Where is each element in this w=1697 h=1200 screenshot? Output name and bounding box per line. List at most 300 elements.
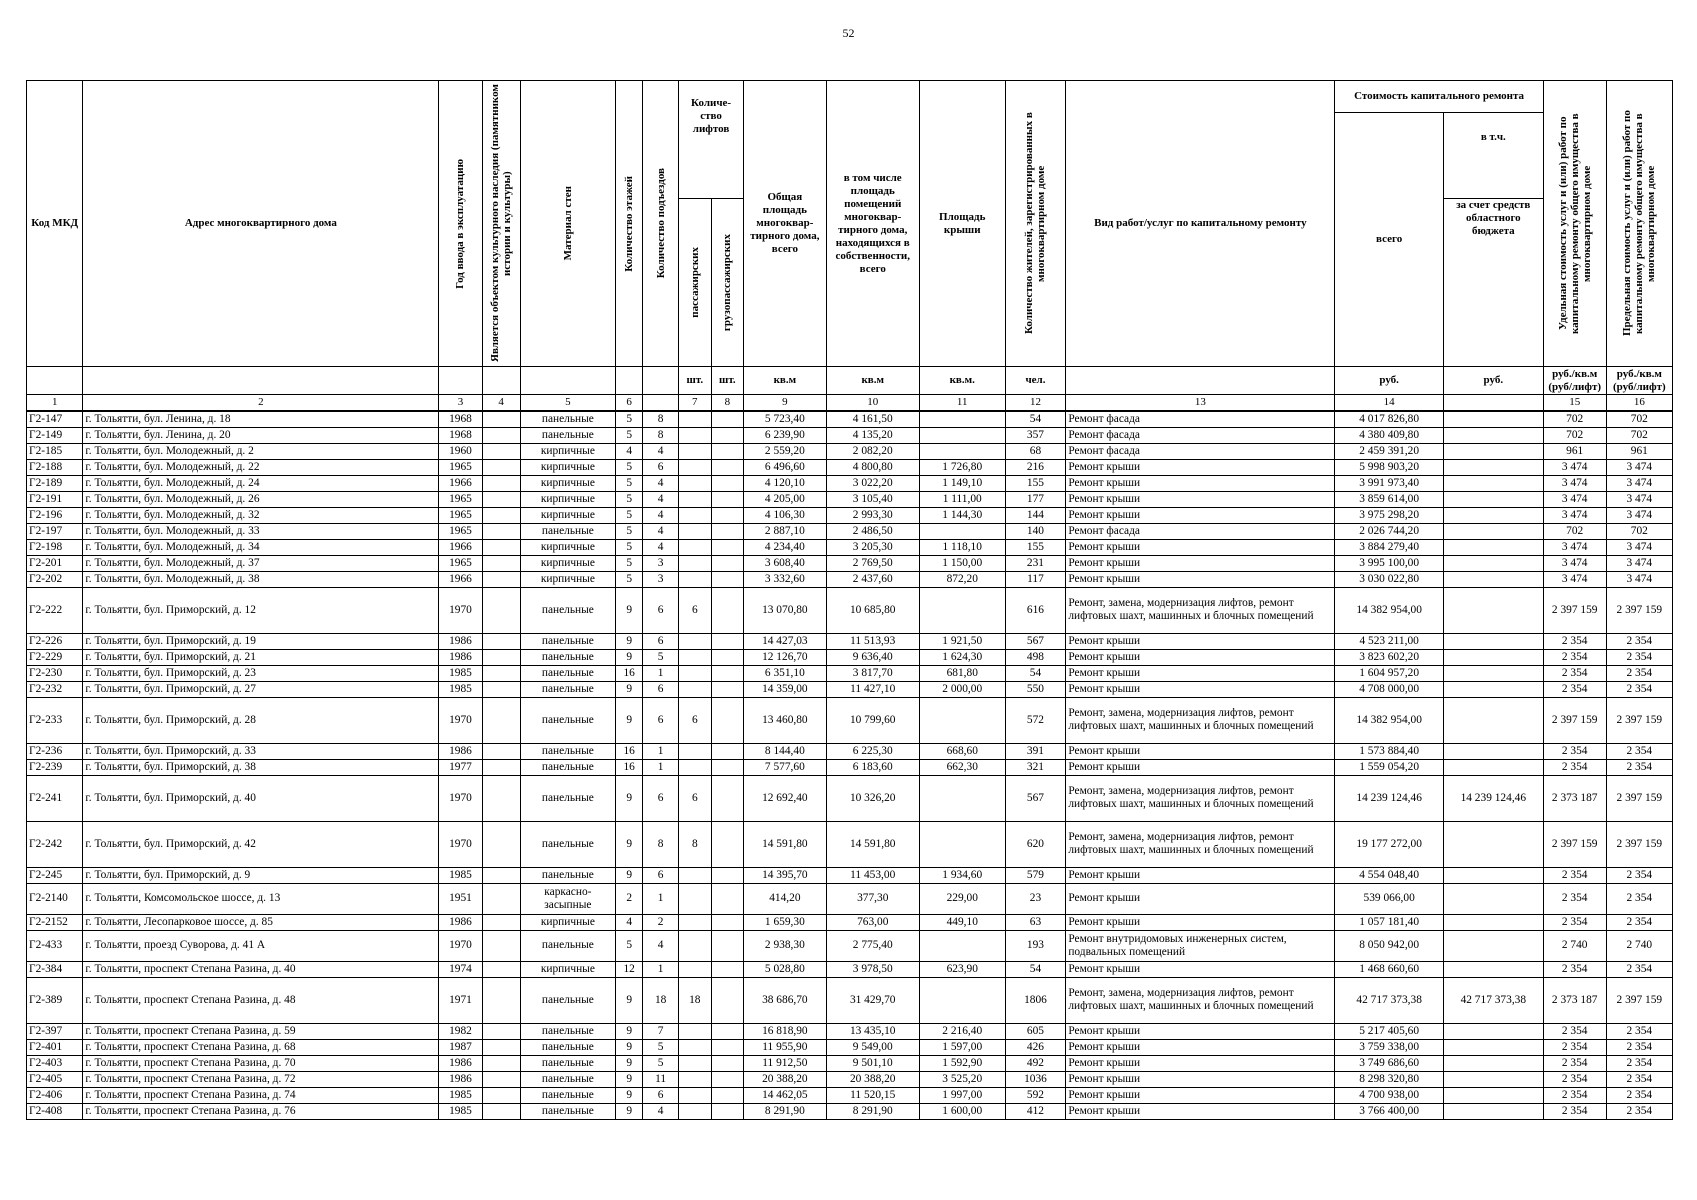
row-residents: 1036 — [1005, 1071, 1066, 1087]
row-code: Г2-389 — [27, 977, 83, 1023]
row-material: панельные — [520, 821, 615, 867]
row-cost-total: 1 573 884,40 — [1335, 743, 1444, 759]
row-cost-total: 539 066,00 — [1335, 883, 1444, 914]
row-heritage — [482, 977, 520, 1023]
row-owned-area: 3 978,50 — [826, 961, 919, 977]
row-lifts-freight — [711, 1039, 744, 1055]
unit-rub: руб. — [1443, 367, 1543, 395]
row-year: 1970 — [439, 775, 482, 821]
row-material: панельные — [520, 867, 615, 883]
row-cost-total: 3 884 279,40 — [1335, 539, 1444, 555]
row-total-area: 6 496,60 — [744, 459, 826, 475]
row-heritage — [482, 649, 520, 665]
row-owned-area: 10 799,60 — [826, 697, 919, 743]
column-number: 5 — [520, 395, 615, 412]
capital-repair-table — [26, 80, 1673, 1120]
unit-sqm: кв.м — [744, 367, 826, 395]
row-roof-area — [919, 775, 1005, 821]
row-work-type: Ремонт крыши — [1066, 571, 1335, 587]
row-address: г. Тольятти, Комсомольское шоссе, д. 13 — [83, 883, 439, 914]
header-cost-total: всего — [1335, 113, 1444, 367]
row-entrances: 5 — [643, 1055, 679, 1071]
row-address: г. Тольятти, бул. Молодежный, д. 38 — [83, 571, 439, 587]
row-entrances: 6 — [643, 681, 679, 697]
row-roof-area: 1 726,80 — [919, 459, 1005, 475]
row-lifts-passenger — [679, 1071, 712, 1087]
row-total-area: 2 559,20 — [744, 443, 826, 459]
row-lifts-passenger — [679, 743, 712, 759]
row-roof-area: 1 597,00 — [919, 1039, 1005, 1055]
row-owned-area: 4 161,50 — [826, 411, 919, 427]
row-residents: 54 — [1005, 961, 1066, 977]
row-work-type: Ремонт фасада — [1066, 411, 1335, 427]
row-lifts-passenger: 6 — [679, 697, 712, 743]
table-row — [27, 867, 1673, 883]
row-heritage — [482, 539, 520, 555]
header-max-cost: Предельная стоимость услуг и (или) работ по капитальному ремонту общего имущества в многоквартирном доме — [1621, 110, 1658, 337]
row-lifts-freight — [711, 665, 744, 681]
row-lifts-freight — [711, 961, 744, 977]
row-work-type: Ремонт фасада — [1066, 443, 1335, 459]
row-work-type: Ремонт крыши — [1066, 459, 1335, 475]
row-lifts-passenger — [679, 961, 712, 977]
row-heritage — [482, 427, 520, 443]
row-entrances: 8 — [643, 427, 679, 443]
row-code: Г2-226 — [27, 633, 83, 649]
row-lifts-passenger — [679, 1023, 712, 1039]
row-cost-regional — [1443, 930, 1543, 961]
row-work-type: Ремонт внутридомовых инженерных систем, подвальных помещений — [1066, 930, 1335, 961]
table-row — [27, 571, 1673, 587]
row-floors: 9 — [616, 1023, 643, 1039]
row-total-area: 2 938,30 — [744, 930, 826, 961]
row-heritage — [482, 961, 520, 977]
row-lifts-freight — [711, 1071, 744, 1087]
row-material: кирпичные — [520, 507, 615, 523]
table-row — [27, 1023, 1673, 1039]
header-lifts: Количе-ство лифтов — [679, 81, 744, 199]
row-year: 1986 — [439, 633, 482, 649]
row-material: кирпичные — [520, 539, 615, 555]
row-total-area: 16 818,90 — [744, 1023, 826, 1039]
row-address: г. Тольятти, бул. Приморский, д. 12 — [83, 587, 439, 633]
row-entrances: 3 — [643, 555, 679, 571]
page-number: 52 — [842, 26, 855, 40]
row-unit-cost: 702 — [1543, 523, 1606, 539]
row-max-cost: 2 397 159 — [1606, 977, 1672, 1023]
row-code: Г2-245 — [27, 867, 83, 883]
row-floors: 5 — [616, 523, 643, 539]
row-code: Г2-2152 — [27, 914, 83, 930]
row-residents: 412 — [1005, 1103, 1066, 1119]
row-address: г. Тольятти, бул. Молодежный, д. 24 — [83, 475, 439, 491]
row-year: 1986 — [439, 743, 482, 759]
row-year: 1966 — [439, 539, 482, 555]
row-residents: 23 — [1005, 883, 1066, 914]
row-material: панельные — [520, 587, 615, 633]
row-heritage — [482, 1055, 520, 1071]
row-code: Г2-147 — [27, 411, 83, 427]
row-year: 1986 — [439, 1055, 482, 1071]
row-heritage — [482, 883, 520, 914]
row-total-area: 2 887,10 — [744, 523, 826, 539]
row-total-area: 7 577,60 — [744, 759, 826, 775]
row-cost-regional — [1443, 443, 1543, 459]
row-code: Г2-233 — [27, 697, 83, 743]
row-lifts-freight — [711, 775, 744, 821]
row-cost-total: 3 995 100,00 — [1335, 555, 1444, 571]
row-residents: 616 — [1005, 587, 1066, 633]
row-lifts-passenger — [679, 539, 712, 555]
row-code: Г2-229 — [27, 649, 83, 665]
row-floors: 9 — [616, 1103, 643, 1119]
row-code: Г2-198 — [27, 539, 83, 555]
row-cost-regional — [1443, 587, 1543, 633]
row-roof-area — [919, 523, 1005, 539]
row-work-type: Ремонт крыши — [1066, 681, 1335, 697]
row-total-area: 3 608,40 — [744, 555, 826, 571]
row-address: г. Тольятти, бул. Приморский, д. 42 — [83, 821, 439, 867]
row-owned-area: 3 205,30 — [826, 539, 919, 555]
row-entrances: 7 — [643, 1023, 679, 1039]
row-total-area: 414,20 — [744, 883, 826, 914]
row-unit-cost: 2 397 159 — [1543, 587, 1606, 633]
row-code: Г2-406 — [27, 1087, 83, 1103]
row-year: 1960 — [439, 443, 482, 459]
row-lifts-freight — [711, 883, 744, 914]
row-owned-area: 9 549,00 — [826, 1039, 919, 1055]
row-work-type: Ремонт, замена, модернизация лифтов, ремонт лифтовых шахт, машинных и блочных помещений — [1066, 775, 1335, 821]
row-code: Г2-230 — [27, 665, 83, 681]
row-owned-area: 10 326,20 — [826, 775, 919, 821]
row-lifts-freight — [711, 759, 744, 775]
row-cost-regional — [1443, 1039, 1543, 1055]
row-address: г. Тольятти, бул. Приморский, д. 23 — [83, 665, 439, 681]
row-roof-area — [919, 697, 1005, 743]
row-cost-regional — [1443, 649, 1543, 665]
row-cost-regional — [1443, 475, 1543, 491]
row-max-cost: 3 474 — [1606, 507, 1672, 523]
row-address: г. Тольятти, проспект Степана Разина, д. 68 — [83, 1039, 439, 1055]
row-residents: 63 — [1005, 914, 1066, 930]
row-unit-cost: 2 740 — [1543, 930, 1606, 961]
row-lifts-passenger — [679, 523, 712, 539]
row-material: панельные — [520, 775, 615, 821]
row-residents: 605 — [1005, 1023, 1066, 1039]
row-total-area: 1 659,30 — [744, 914, 826, 930]
row-entrances: 8 — [643, 821, 679, 867]
row-entrances: 4 — [643, 523, 679, 539]
row-lifts-freight — [711, 821, 744, 867]
row-entrances: 5 — [643, 649, 679, 665]
row-code: Г2-149 — [27, 427, 83, 443]
row-cost-regional — [1443, 665, 1543, 681]
row-residents: 193 — [1005, 930, 1066, 961]
row-code: Г2-185 — [27, 443, 83, 459]
row-lifts-freight — [711, 1087, 744, 1103]
row-max-cost: 2 397 159 — [1606, 587, 1672, 633]
row-work-type: Ремонт крыши — [1066, 555, 1335, 571]
row-lifts-freight — [711, 977, 744, 1023]
row-max-cost: 3 474 — [1606, 475, 1672, 491]
row-unit-cost: 3 474 — [1543, 507, 1606, 523]
row-heritage — [482, 681, 520, 697]
row-lifts-passenger — [679, 1103, 712, 1119]
table-row — [27, 1055, 1673, 1071]
row-heritage — [482, 1071, 520, 1087]
row-residents: 1806 — [1005, 977, 1066, 1023]
row-cost-total: 3 859 614,00 — [1335, 491, 1444, 507]
row-cost-regional — [1443, 1023, 1543, 1039]
row-total-area: 5 723,40 — [744, 411, 826, 427]
row-residents: 54 — [1005, 665, 1066, 681]
row-floors: 9 — [616, 649, 643, 665]
row-cost-regional — [1443, 914, 1543, 930]
unit-rub: руб. — [1335, 367, 1444, 395]
row-roof-area: 1 921,50 — [919, 633, 1005, 649]
row-year: 1966 — [439, 475, 482, 491]
row-total-area: 14 359,00 — [744, 681, 826, 697]
row-floors: 2 — [616, 883, 643, 914]
row-year: 1986 — [439, 914, 482, 930]
row-roof-area: 1 934,60 — [919, 867, 1005, 883]
row-year: 1965 — [439, 459, 482, 475]
row-residents: 567 — [1005, 633, 1066, 649]
row-lifts-freight — [711, 633, 744, 649]
column-number: 8 — [711, 395, 744, 412]
row-cost-regional — [1443, 571, 1543, 587]
row-address: г. Тольятти, бул. Приморский, д. 27 — [83, 681, 439, 697]
row-max-cost: 2 354 — [1606, 1055, 1672, 1071]
row-residents: 155 — [1005, 475, 1066, 491]
row-year: 1985 — [439, 1103, 482, 1119]
row-owned-area: 6 225,30 — [826, 743, 919, 759]
row-year: 1985 — [439, 1087, 482, 1103]
row-lifts-freight — [711, 491, 744, 507]
table-row — [27, 539, 1673, 555]
row-cost-total: 8 298 320,80 — [1335, 1071, 1444, 1087]
row-code: Г2-196 — [27, 507, 83, 523]
row-cost-total: 5 217 405,60 — [1335, 1023, 1444, 1039]
row-entrances: 4 — [643, 539, 679, 555]
row-unit-cost: 2 373 187 — [1543, 775, 1606, 821]
table-row — [27, 427, 1673, 443]
row-heritage — [482, 587, 520, 633]
row-address: г. Тольятти, бул. Молодежный, д. 32 — [83, 507, 439, 523]
row-cost-total: 3 030 022,80 — [1335, 571, 1444, 587]
row-total-area: 20 388,20 — [744, 1071, 826, 1087]
table-row — [27, 633, 1673, 649]
row-material: панельные — [520, 523, 615, 539]
table-row — [27, 459, 1673, 475]
row-owned-area: 11 513,93 — [826, 633, 919, 649]
row-year: 1986 — [439, 1071, 482, 1087]
row-lifts-passenger — [679, 1039, 712, 1055]
row-max-cost: 2 354 — [1606, 665, 1672, 681]
row-work-type: Ремонт крыши — [1066, 1023, 1335, 1039]
row-unit-cost: 2 354 — [1543, 1103, 1606, 1119]
row-cost-total: 4 017 826,80 — [1335, 411, 1444, 427]
row-roof-area: 1 150,00 — [919, 555, 1005, 571]
row-material: панельные — [520, 759, 615, 775]
row-owned-area: 31 429,70 — [826, 977, 919, 1023]
row-owned-area: 377,30 — [826, 883, 919, 914]
row-unit-cost: 961 — [1543, 443, 1606, 459]
row-floors: 9 — [616, 1087, 643, 1103]
row-cost-total: 19 177 272,00 — [1335, 821, 1444, 867]
row-heritage — [482, 491, 520, 507]
row-unit-cost: 2 354 — [1543, 1087, 1606, 1103]
row-cost-total: 1 468 660,60 — [1335, 961, 1444, 977]
row-lifts-passenger — [679, 491, 712, 507]
row-work-type: Ремонт крыши — [1066, 1087, 1335, 1103]
row-floors: 9 — [616, 977, 643, 1023]
row-residents: 144 — [1005, 507, 1066, 523]
row-cost-total: 2 026 744,20 — [1335, 523, 1444, 539]
row-address: г. Тольятти, бул. Молодежный, д. 2 — [83, 443, 439, 459]
row-address: г. Тольятти, бул. Молодежный, д. 26 — [83, 491, 439, 507]
row-cost-regional — [1443, 681, 1543, 697]
row-residents: 620 — [1005, 821, 1066, 867]
row-residents: 321 — [1005, 759, 1066, 775]
row-floors: 9 — [616, 633, 643, 649]
table-row — [27, 491, 1673, 507]
row-lifts-passenger: 6 — [679, 775, 712, 821]
row-work-type: Ремонт крыши — [1066, 867, 1335, 883]
row-work-type: Ремонт крыши — [1066, 539, 1335, 555]
row-work-type: Ремонт крыши — [1066, 1103, 1335, 1119]
row-owned-area: 11 520,15 — [826, 1087, 919, 1103]
row-cost-total: 14 239 124,46 — [1335, 775, 1444, 821]
row-owned-area: 2 769,50 — [826, 555, 919, 571]
row-total-area: 14 462,05 — [744, 1087, 826, 1103]
row-unit-cost: 2 354 — [1543, 1039, 1606, 1055]
row-floors: 5 — [616, 491, 643, 507]
row-max-cost: 2 397 159 — [1606, 697, 1672, 743]
row-heritage — [482, 443, 520, 459]
row-heritage — [482, 459, 520, 475]
header-lifts-passenger: пассажирских — [688, 247, 701, 318]
row-cost-total: 4 380 409,80 — [1335, 427, 1444, 443]
row-cost-total: 8 050 942,00 — [1335, 930, 1444, 961]
row-material: кирпичные — [520, 914, 615, 930]
row-residents: 498 — [1005, 649, 1066, 665]
row-floors: 4 — [616, 443, 643, 459]
column-number: 9 — [744, 395, 826, 412]
row-address: г. Тольятти, проспект Степана Разина, д. 70 — [83, 1055, 439, 1071]
row-entrances: 8 — [643, 411, 679, 427]
row-owned-area: 13 435,10 — [826, 1023, 919, 1039]
column-number: 10 — [826, 395, 919, 412]
row-address: г. Тольятти, бул. Ленина, д. 20 — [83, 427, 439, 443]
row-code: Г2-232 — [27, 681, 83, 697]
row-max-cost: 2 354 — [1606, 681, 1672, 697]
row-lifts-freight — [711, 867, 744, 883]
row-owned-area: 10 685,80 — [826, 587, 919, 633]
row-entrances: 6 — [643, 867, 679, 883]
row-residents: 391 — [1005, 743, 1066, 759]
row-max-cost: 2 354 — [1606, 649, 1672, 665]
row-code: Г2-197 — [27, 523, 83, 539]
table-row — [27, 443, 1673, 459]
row-floors: 9 — [616, 587, 643, 633]
row-residents: 177 — [1005, 491, 1066, 507]
row-floors: 16 — [616, 743, 643, 759]
row-lifts-freight — [711, 475, 744, 491]
row-cost-total: 14 382 954,00 — [1335, 587, 1444, 633]
row-cost-regional — [1443, 491, 1543, 507]
row-floors: 9 — [616, 1039, 643, 1055]
row-residents: 492 — [1005, 1055, 1066, 1071]
row-owned-area: 2 775,40 — [826, 930, 919, 961]
row-max-cost: 2 354 — [1606, 961, 1672, 977]
column-number: 12 — [1005, 395, 1066, 412]
row-work-type: Ремонт крыши — [1066, 649, 1335, 665]
table-row — [27, 475, 1673, 491]
row-max-cost: 3 474 — [1606, 555, 1672, 571]
header-address: Адрес многоквартирного дома — [83, 81, 439, 367]
row-cost-total: 4 708 000,00 — [1335, 681, 1444, 697]
row-cost-total: 42 717 373,38 — [1335, 977, 1444, 1023]
row-unit-cost: 702 — [1543, 427, 1606, 443]
header-cost-group: Стоимость капитального ремонта — [1335, 81, 1543, 113]
row-floors: 9 — [616, 1055, 643, 1071]
row-cost-regional — [1443, 411, 1543, 427]
row-address: г. Тольятти, бул. Приморский, д. 28 — [83, 697, 439, 743]
unit-sqm: кв.м — [826, 367, 919, 395]
row-code: Г2-188 — [27, 459, 83, 475]
row-total-area: 14 591,80 — [744, 821, 826, 867]
row-year: 1970 — [439, 821, 482, 867]
table-row — [27, 665, 1673, 681]
row-year: 1985 — [439, 681, 482, 697]
row-owned-area: 2 437,60 — [826, 571, 919, 587]
row-year: 1968 — [439, 427, 482, 443]
row-year: 1985 — [439, 867, 482, 883]
row-lifts-freight — [711, 523, 744, 539]
row-material: кирпичные — [520, 491, 615, 507]
row-total-area: 8 291,90 — [744, 1103, 826, 1119]
row-code: Г2-403 — [27, 1055, 83, 1071]
row-floors: 5 — [616, 539, 643, 555]
row-roof-area — [919, 427, 1005, 443]
row-lifts-passenger — [679, 930, 712, 961]
column-number: 13 — [1066, 395, 1335, 412]
header-floors: Количество этажей — [623, 175, 636, 272]
row-year: 1965 — [439, 555, 482, 571]
row-unit-cost: 3 474 — [1543, 475, 1606, 491]
column-number: 2 — [83, 395, 439, 412]
row-unit-cost: 2 354 — [1543, 914, 1606, 930]
row-code: Г2-189 — [27, 475, 83, 491]
row-roof-area: 2 000,00 — [919, 681, 1005, 697]
row-cost-regional — [1443, 427, 1543, 443]
row-material: панельные — [520, 665, 615, 681]
row-code: Г2-236 — [27, 743, 83, 759]
row-entrances: 1 — [643, 665, 679, 681]
row-unit-cost: 3 474 — [1543, 491, 1606, 507]
table-row — [27, 1087, 1673, 1103]
row-year: 1966 — [439, 571, 482, 587]
row-roof-area: 1 149,10 — [919, 475, 1005, 491]
row-owned-area: 11 427,10 — [826, 681, 919, 697]
column-number: 3 — [439, 395, 482, 412]
row-cost-regional — [1443, 961, 1543, 977]
row-year: 1965 — [439, 491, 482, 507]
header-cost-incl: в т.ч. — [1443, 113, 1543, 199]
table-row — [27, 1103, 1673, 1119]
row-heritage — [482, 821, 520, 867]
